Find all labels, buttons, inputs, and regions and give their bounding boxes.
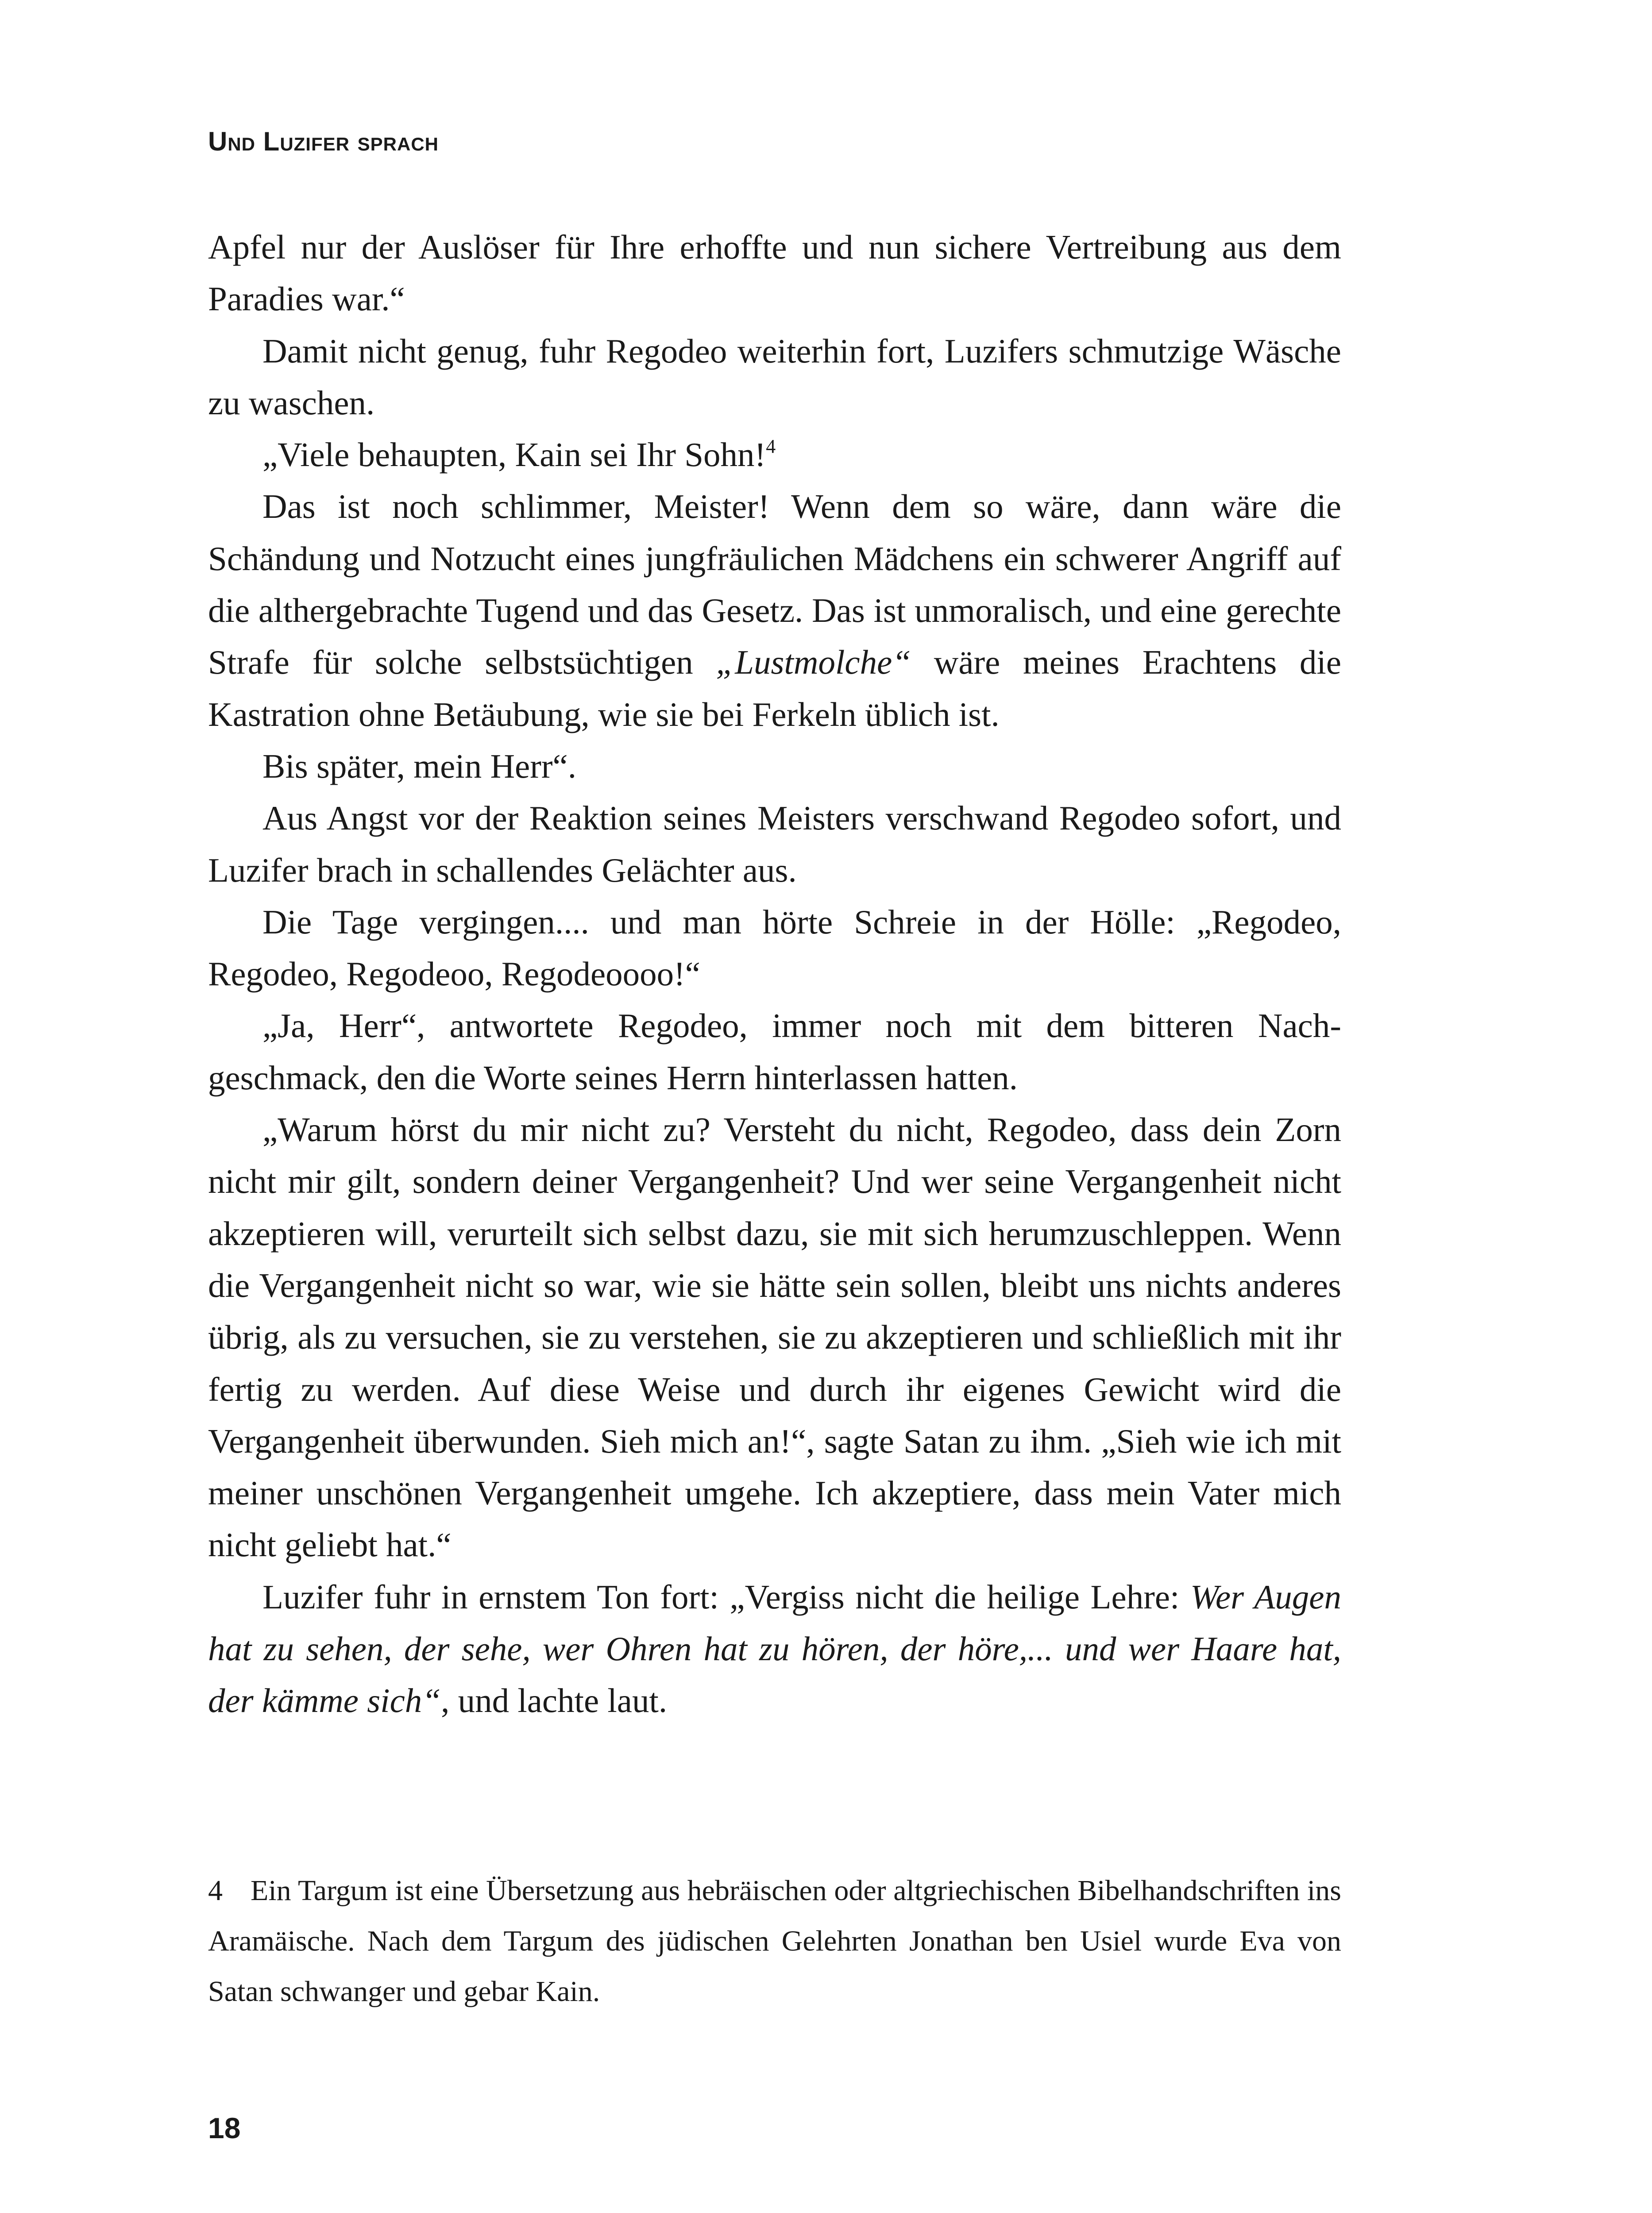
italic-term: „Lustmolche“ [716,643,911,682]
paragraph: Damit nicht genug, fuhr Regodeo weiterhin fort, Luzifers schmutzige Wäsche zu waschen. [208,332,1341,422]
paragraph [208,481,1341,740]
paragraph: „Warum hörst du mir nicht zu? Versteht du nicht, Regodeo, dass dein Zorn nicht mir gilt, sondern deiner Vergangenheit? Und wer seine Vergangenheit nicht akzeptieren will, verurteilt sich selbst dazu, sie mit sich herumzuschleppen. Wenn die Vergangenheit nicht so war, wie sie hätte sein sollen, bleibt uns nichts anderes übrig, als zu versuchen, sie zu verstehen, sie zu akzeptieren und schließlich mit ihr fertig zu werden. Auf diese Weise und durch ihr eigenes Gewicht wird die Vergangenheit überwunden. Sieh mich an!“, sagte Satan zu ihm. „Sieh wie ich mit meiner unschönen Vergangenheit umgehe. Ich akzeptiere, dass mein Vater mich nicht geliebt hat.“ [208,1110,1341,1564]
italic-quote: Wer Augen hat zu sehen, der sehe, wer Ohren hat zu hören, der höre,... und wer Haare hat, der kämme sich“ [208,1577,1341,1720]
paragraph-text: „Viele behaupten, Kain sei Ihr Sohn! [262,436,766,474]
footnote-number: 4 [208,1874,223,1907]
paragraph [208,429,1341,481]
paragraph: Die Tage vergingen.... und man hörte Schreie in der Hölle: „Regodeo, Regodeo, Regodeoo, Regodeoooo!“ [208,902,1341,993]
paragraph-text: , und lachte laut. [441,1681,668,1720]
paragraph-text: Luzifer fuhr in ernstem Ton fort: „Vergiss nicht die heilige Lehre: [262,1577,1190,1616]
page-number: 18 [208,2112,241,2144]
paragraph: „Ja, Herr“, antwortete Regodeo, immer noch mit dem bitteren Nachgeschmack, den die Worte seines Herrn hinterlassen hatten. [208,1006,1341,1097]
footnote-text: Ein Targum ist eine Übersetzung aus hebräischen oder altgriechischen Bibelhandschriften ins Aramäische. Nach dem Targum des jüdischen Gelehrten Jonathan ben Usiel wurde Eva von Satan schwanger und gebar Kain. [208,1874,1341,2008]
paragraph: Aus Angst vor der Reaktion seines Meisters verschwand Regodeo sofort, und Luzifer brach in schallendes Gelächter aus. [208,799,1341,889]
running-header: Und Luzifer sprach [208,127,439,156]
paragraph [208,1571,1341,1727]
paragraph: Bis später, mein Herr“. [262,747,576,785]
footnote [208,1866,1341,2017]
footnote-reference[interactable]: 4 [766,436,776,458]
paragraph: Apfel nur der Auslöser für Ihre erhoffte und nun sichere Vertreibung aus dem Paradies war.“ [208,228,1341,318]
body-text [208,221,1341,1727]
paragraph-text: wäre meines Erachtens die Kastration ohne Betäubung, wie sie bei Ferkeln üblich ist. [208,643,1341,733]
paragraph-text: Das ist noch schlimmer, Meister! Wenn dem so wäre, dann wäre die Schändung und Notzucht eines jungfräulichen Mädchens ein schwerer Angriff auf die althergebrachte Tugend und das Gesetz. Das ist unmoralisch, und eine gerechte Strafe für solche selbstsüchtigen [208,487,1341,682]
